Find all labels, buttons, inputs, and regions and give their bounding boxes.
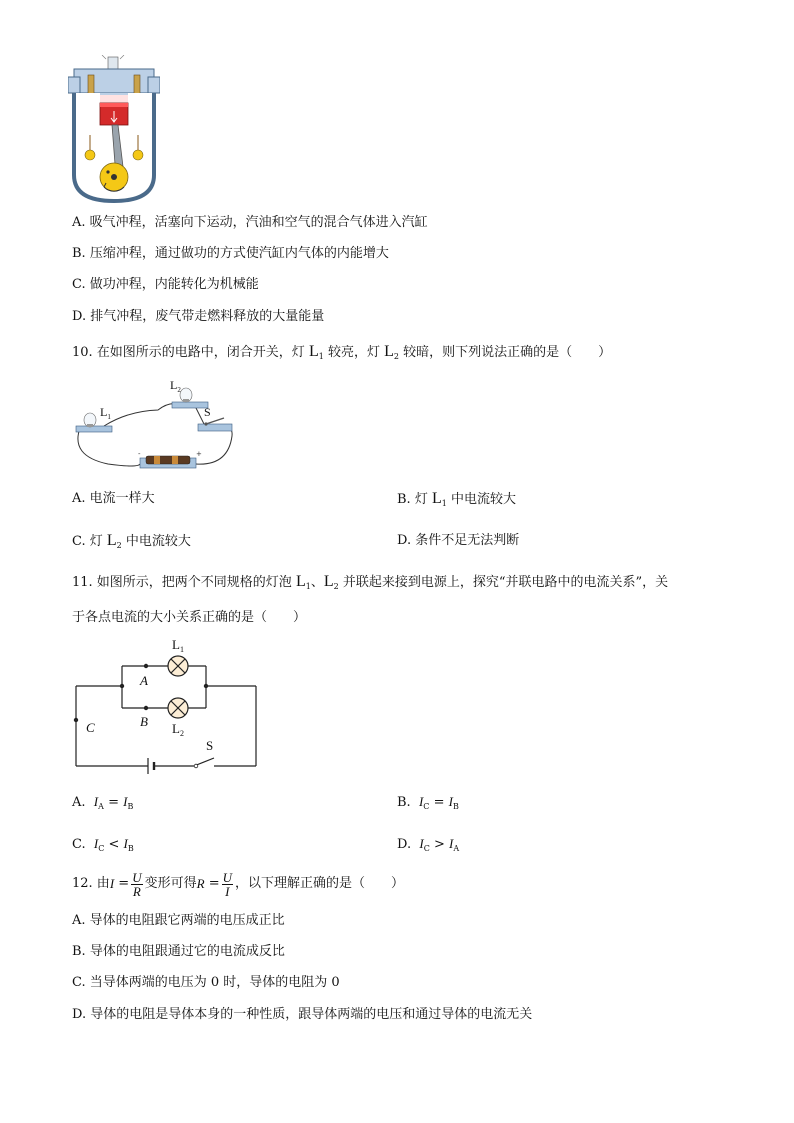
q11-stem-part2: 并联起来接到电源上，探究“并联电路中的电流关系”，关 <box>342 575 669 590</box>
q10-stem-part1: 10. 在如图所示的电路中，闭合开关，灯 <box>72 345 305 360</box>
q11-option-a-sub2: B <box>127 802 134 811</box>
svg-text:L2 <box>172 721 184 738</box>
q9-option-c: C. 做功冲程，内能转化为机械能 <box>72 277 259 292</box>
q12-option-a: A. 导体的电阻跟它两端的电压成正比 <box>72 913 285 928</box>
q11-option-d <box>397 835 459 858</box>
q10-option-b <box>397 490 516 513</box>
q10-option-b-suffix: 中电流较大 <box>450 492 516 507</box>
q10-stem-l2-sub: 2 <box>393 352 399 361</box>
q11-fig-label-l2: L <box>172 721 180 736</box>
q10-option-a: A. 电流一样大 <box>72 491 155 506</box>
q11-option-c-label: C. <box>72 837 86 852</box>
q9-option-d: D. 排气冲程，废气带走燃料释放的大量能量 <box>72 309 325 324</box>
q10-stem <box>72 343 611 366</box>
q11-stem-part1: 11. 如图所示，把两个不同规格的灯泡 <box>72 575 292 590</box>
q10-fig-label-l1: L <box>100 405 108 419</box>
q11-stem-sep: 、 <box>310 575 324 590</box>
q11-option-b <box>397 793 459 816</box>
q11-option-c <box>72 835 134 858</box>
q11-fig-label-c: C <box>86 720 95 735</box>
q11-option-d-sub1: C <box>423 844 430 853</box>
q11-option-a-eq: = <box>108 795 119 810</box>
q11-circuit-diagram <box>70 634 270 779</box>
q11-option-d-label: D. <box>397 837 412 852</box>
q11-option-d-i2: I <box>449 836 454 851</box>
svg-text:+: + <box>196 450 202 458</box>
q11-option-b-eq: = <box>433 795 445 810</box>
q10-option-c-sub: 2 <box>116 541 122 550</box>
q11-fig-label-l2-sub: 2 <box>179 729 184 738</box>
svg-text:-: - <box>138 450 141 458</box>
q10-stem-l1: L <box>308 343 319 360</box>
q10-fig-label-s: S <box>204 405 211 419</box>
q11-stem-l2: L <box>323 573 334 590</box>
q11-option-c-sub2: B <box>127 844 134 853</box>
q12-formula1-num: U <box>132 869 142 885</box>
q12-formula2-eq: = <box>208 876 220 891</box>
q11-option-c-i2: I <box>123 836 128 851</box>
q11-stem-l1-sub: 1 <box>305 582 311 591</box>
q11-fig-label-s: S <box>206 738 214 753</box>
q11-stem-line1 <box>72 573 668 596</box>
svg-text:L2 <box>170 378 181 394</box>
q10-stem-part3: 较暗，则下列说法正确的是（ ） <box>403 345 612 360</box>
q11-option-a-i2: I <box>123 794 128 809</box>
q11-option-c-i1: I <box>93 836 99 851</box>
q12-option-c: C. 当导体两端的电压为 0 时，导体的电阻为 0 <box>72 975 340 990</box>
q10-stem-part2: 较亮，灯 <box>327 345 380 360</box>
q10-option-d: D. 条件不足无法判断 <box>397 533 520 548</box>
q12-stem <box>72 864 404 904</box>
q10-option-b-l: L <box>431 490 442 507</box>
q11-stem-line2: 于各点电流的大小关系正确的是（ ） <box>72 610 307 625</box>
q11-option-d-gt: > <box>433 837 445 852</box>
q10-option-c-suffix: 中电流较大 <box>125 534 191 549</box>
q10-fig-label-l2-sub: 2 <box>177 386 181 394</box>
q12-formula1-fraction <box>131 871 142 898</box>
q11-fig-label-b: B <box>140 714 148 729</box>
q10-circuit-diagram <box>68 376 238 476</box>
q11-option-b-sub2: B <box>452 802 459 811</box>
q11-option-b-sub1: C <box>423 802 430 811</box>
q12-formula2-den: I <box>225 883 230 899</box>
svg-text:L1 <box>172 637 184 654</box>
engine-diagram <box>68 55 160 205</box>
q12-formula1-eq: = <box>118 876 130 891</box>
q11-option-c-sub1: C <box>98 844 105 853</box>
q12-formula2-fraction <box>222 871 233 898</box>
q12-formula2-num: U <box>222 869 232 885</box>
q12-option-b: B. 导体的电阻跟通过它的电流成反比 <box>72 944 285 959</box>
q10-option-c-l: L <box>106 532 117 549</box>
q11-option-b-label: B. <box>397 795 411 810</box>
q12-formula1-i: I <box>109 876 115 891</box>
q11-option-a-sub1: A <box>98 802 104 811</box>
q11-option-b-i1: I <box>418 794 424 809</box>
q12-stem-part1: 12. 由 <box>72 876 110 891</box>
q11-fig-label-l1: L <box>172 637 180 652</box>
q12-formula2-r: R <box>196 876 205 891</box>
q11-option-a-label: A. <box>72 795 86 810</box>
q10-fig-label-l2: L <box>170 378 178 392</box>
q11-option-a <box>72 793 133 816</box>
q11-stem-l1: L <box>295 573 306 590</box>
q11-option-a-i1: I <box>93 794 99 809</box>
q10-option-b-prefix: B. 灯 <box>397 492 428 507</box>
q11-stem-l2-sub: 2 <box>333 582 339 591</box>
q12-stem-part3: ，以下理解正确的是（ ） <box>235 876 405 891</box>
svg-text:L1 <box>100 405 111 421</box>
q12-formula1-den: R <box>132 883 141 899</box>
q10-option-c-prefix: C. 灯 <box>72 534 103 549</box>
q12-option-d: D. 导体的电阻是导体本身的一种性质，跟导体两端的电压和通过导体的电流无关 <box>72 1007 533 1022</box>
q11-option-c-lt: < <box>108 837 120 852</box>
q10-option-b-sub: 1 <box>441 499 447 508</box>
q10-fig-label-l1-sub: 1 <box>107 413 111 421</box>
q10-option-c <box>72 532 191 555</box>
q9-option-a: A. 吸气冲程，活塞向下运动，汽油和空气的混合气体进入汽缸 <box>72 215 428 230</box>
q12-stem-part2: 变形可得 <box>144 876 197 891</box>
q11-option-d-sub2: A <box>453 844 460 853</box>
q10-stem-l1-sub: 1 <box>318 352 324 361</box>
q11-option-b-i2: I <box>448 794 453 809</box>
q9-option-b: B. 压缩冲程，通过做功的方式使汽缸内气体的内能增大 <box>72 246 389 261</box>
q10-stem-l2: L <box>384 343 394 360</box>
q11-option-d-i1: I <box>419 836 424 851</box>
q11-fig-label-a: A <box>140 673 148 688</box>
q11-fig-label-l1-sub: 1 <box>179 645 184 654</box>
